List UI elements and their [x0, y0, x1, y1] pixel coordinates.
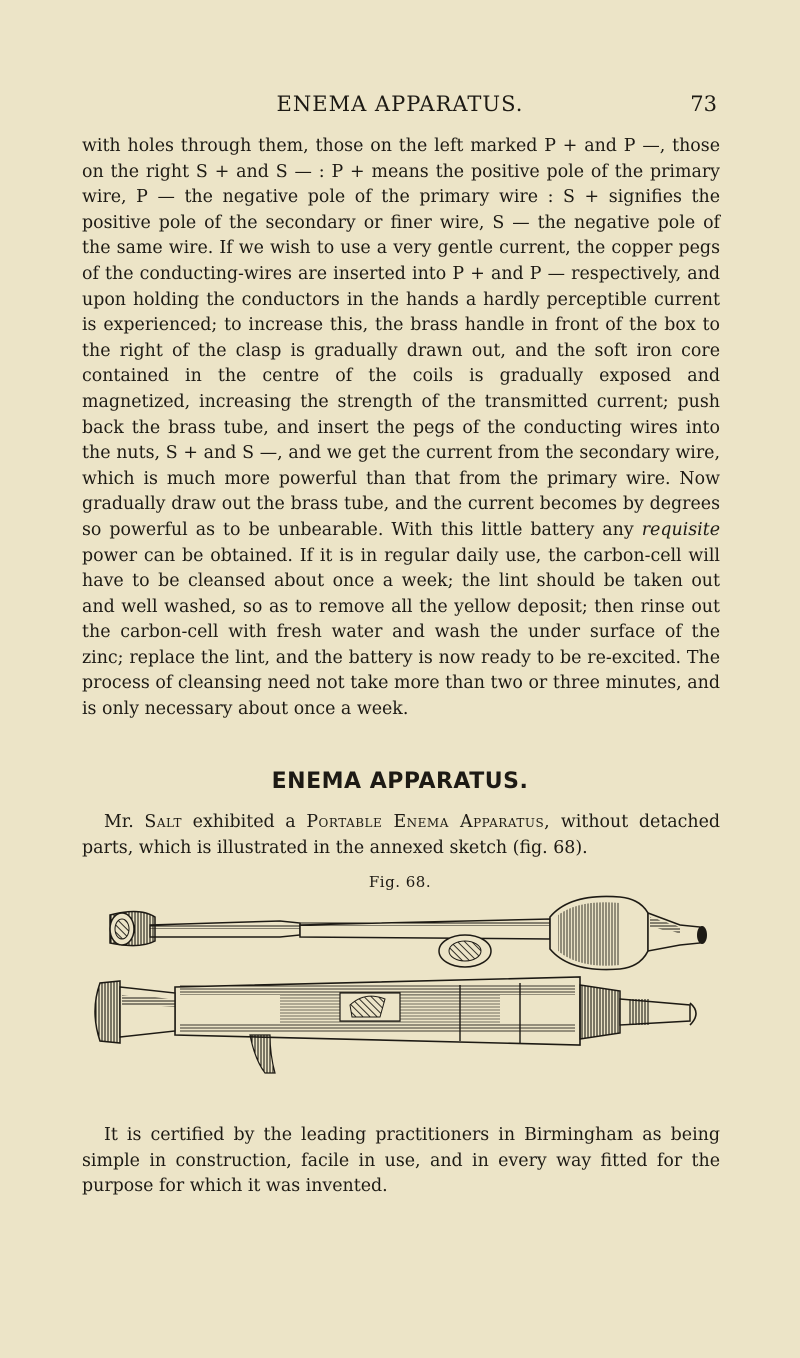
closing-paragraph: It is certified by the leading practitioners in Birmingham as being simple in construction, facile in use, and in every way fitted for the purpose for which it was invented.	[82, 1125, 720, 1197]
body-paragraph	[82, 134, 720, 723]
central-collar	[439, 935, 491, 967]
syringe-barrel	[175, 977, 580, 1045]
italic-word: requisite	[641, 519, 721, 540]
page-number: 73	[690, 92, 717, 116]
person-name: Salt	[144, 812, 182, 832]
paragraph-text-continued: power can be obtained. If it is in regular daily use, the carbon-cell will have to be cleansed about once a week; the lint should be taken out and well washed, so as to remove all the yellow deposit; then rinse out the carbon-cell with fresh water and wash the under surface of the zinc; replace the lint, and the battery is now ready to be re-excited. The process of cleansing need not take more than two or three minutes, and is only necessary about once a week.	[82, 545, 720, 720]
item-name: Portable Enema Apparatus,	[306, 812, 551, 832]
upper-bulb	[550, 896, 707, 969]
intro-paragraph	[82, 810, 720, 861]
barrel-right-nozzle	[580, 985, 696, 1039]
intro-prefix: Mr.	[104, 812, 134, 832]
running-head	[0, 92, 800, 122]
figure-caption: Fig. 68.	[368, 873, 432, 891]
section-heading: ENEMA APPARATUS.	[271, 769, 529, 794]
intro-suffix: without detached parts, which is illustrated in the annexed sketch (fig. 68).	[82, 812, 720, 858]
enema-apparatus-illustration	[80, 895, 720, 1115]
paragraph-text: with holes through them, those on the left marked P + and P —, those on the right S + and S — : P + means the positive pole of the primary wire, P — the negative pole of the primary wire : S + signifies the positive pole of the secondary or finer wire, S — the negative pole of the same wire. If we wish to use a very gentle current, the copper pegs of the conducting-wires are inserted into P + and P — respectively, and upon holding the conductors in the hands a hardly perceptible current is experienced; to increase this, the brass handle in front of the box to the right of the clasp is gradually drawn out, and the soft iron core contained in the centre of the coils is gradually exposed and magnetized, increasing the strength of the transmitted current; push back the brass tube, and insert the pegs of the conducting wires into the nuts, S + and S —, and we get the current from the secondary wire, which is much more powerful than that from the primary wire. Now gradually draw out the brass tube, and the current becomes by degrees so powerful as to be unbearable. With this little battery any	[82, 136, 720, 540]
intro-mid: exhibited a	[192, 812, 296, 832]
running-head-title: ENEMA APPARATUS.	[276, 92, 524, 116]
